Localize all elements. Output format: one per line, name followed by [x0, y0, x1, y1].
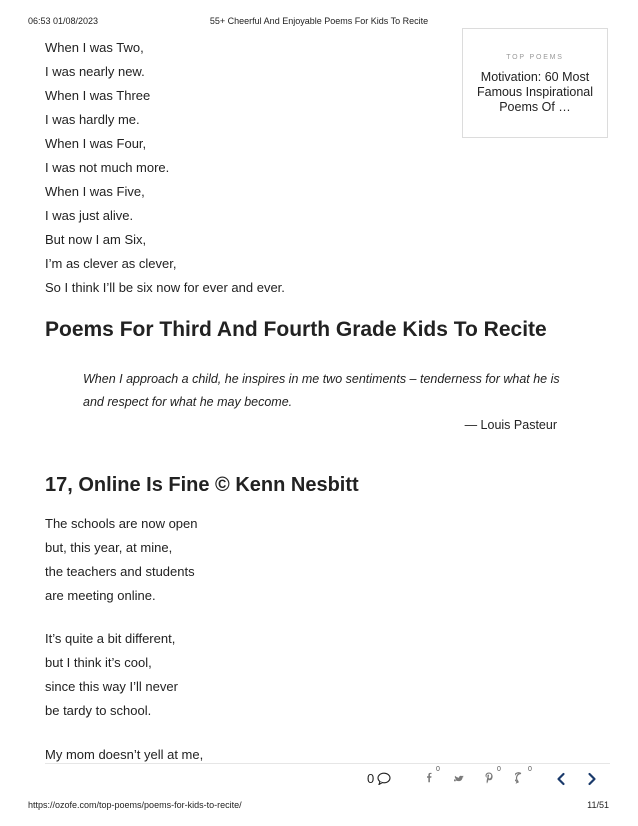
quote-text: When I approach a child, he inspires in me two sentiments – tenderness for what he is and respect for what he may become. — [83, 372, 560, 409]
whatsapp-count: 0 — [528, 766, 532, 773]
poem-line: are meeting online. — [45, 588, 156, 603]
poem-line: I was hardly me. — [45, 112, 140, 127]
top-poems-label: TOP POEMS — [506, 54, 564, 61]
poem-line: the teachers and students — [45, 564, 195, 579]
chevron-right-icon[interactable] — [586, 772, 598, 791]
poem-line: I was just alive. — [45, 208, 134, 223]
comment-icon[interactable] — [377, 772, 391, 790]
top-poems-widget — [462, 28, 608, 138]
pinterest-icon[interactable] — [484, 771, 494, 790]
stanza-1 — [45, 512, 445, 608]
poem-line: When I was Five, — [45, 184, 145, 199]
top-poem-link[interactable]: Motivation: 60 Most Famous Inspirational Poems Of … — [476, 70, 594, 114]
section-heading: Poems For Third And Fourth Grade Kids To Recite — [45, 318, 547, 341]
blockquote — [83, 368, 563, 432]
print-timestamp: 06:53 01/08/2023 — [28, 16, 99, 26]
poem-line: The schools are now open — [45, 516, 198, 531]
chevron-left-icon[interactable] — [555, 772, 567, 791]
stanza-2 — [45, 627, 445, 723]
poem-line: but, this year, at mine, — [45, 540, 173, 555]
poem-line: I was nearly new. — [45, 64, 145, 79]
share-bar — [360, 768, 610, 794]
divider — [45, 763, 610, 764]
comment-count: 0 — [367, 771, 375, 786]
poem-line: It’s quite a bit different, — [45, 631, 176, 646]
poem-line: be tardy to school. — [45, 703, 152, 718]
print-title: 55+ Cheerful And Enjoyable Poems For Kids To Recite — [209, 16, 429, 26]
poem-line: since this way I’ll never — [45, 679, 178, 694]
poem-line: When I was Three — [45, 88, 151, 103]
poem-line: My mom doesn’t yell at me, — [45, 747, 204, 762]
poem-line: But now I am Six, — [45, 232, 147, 247]
poem-continuation — [45, 36, 445, 300]
pinterest-count: 0 — [497, 766, 501, 773]
poem-line: When I was Two, — [45, 40, 144, 55]
poem-line: I’m as clever as clever, — [45, 256, 177, 271]
page-url: https://ozofe.com/top-poems/poems-for-kids-to-recite/ — [28, 800, 242, 810]
print-header — [0, 0, 638, 30]
quote-author: — Louis Pasteur — [464, 418, 557, 432]
facebook-icon[interactable] — [424, 771, 434, 790]
poem-line: I was not much more. — [45, 160, 170, 175]
poem-line: When I was Four, — [45, 136, 147, 151]
facebook-count: 0 — [436, 766, 440, 773]
twitter-icon[interactable] — [453, 771, 465, 790]
page-number: 11/51 — [587, 800, 609, 810]
poem-line: So I think I’ll be six now for ever and ever. — [45, 280, 285, 295]
whatsapp-icon[interactable] — [515, 771, 527, 790]
poem-title: 17, Online Is Fine © Kenn Nesbitt — [45, 474, 359, 496]
poem-line: but I think it’s cool, — [45, 655, 152, 670]
